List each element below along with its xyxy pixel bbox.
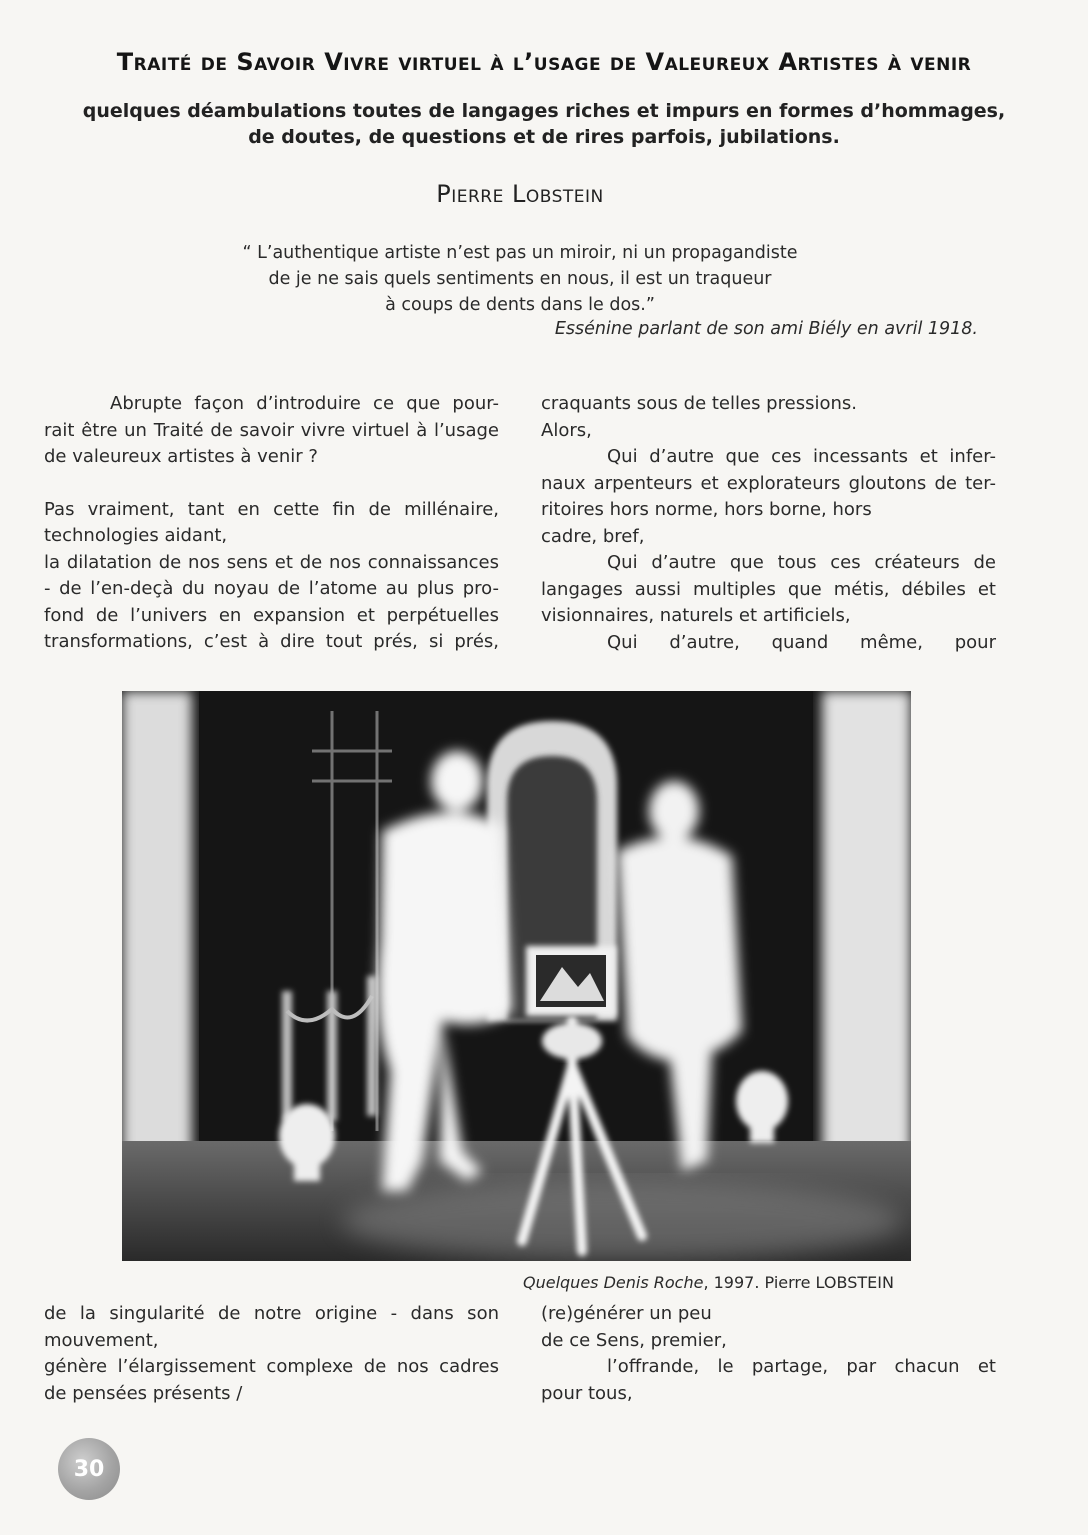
text-line: ritoires hors norme, hors borne, hors	[541, 499, 872, 520]
text-line: Qui d’autre, quand même, pour	[607, 631, 996, 653]
caption-title: Quelques Denis Roche	[523, 1273, 704, 1292]
text-line: visionnaires, naturels et artificiels,	[541, 605, 851, 626]
text-line: rait être un Traité de savoir vivre virtuel à l’usage	[44, 419, 499, 441]
text-line: pour tous,	[541, 1382, 633, 1404]
text-line: Pas vraiment, tant en cette fin de millénaire,	[44, 498, 499, 520]
right-column-bottom	[541, 1301, 996, 1407]
photograph	[122, 691, 911, 1261]
text-line: Qui d’autre que ces incessants et infer-	[607, 446, 996, 467]
text-line: naux arpenteurs et explorateurs gloutons de ter-	[541, 472, 996, 494]
caption-rest: , 1997. Pierre LOBSTEIN	[703, 1273, 894, 1292]
left-column-top	[44, 391, 499, 656]
author-name: Pierre Lobstein	[436, 180, 604, 208]
figure-caption	[523, 1273, 894, 1292]
article-subtitle	[40, 98, 1048, 150]
subtitle-line: quelques déambulations toutes de langages riches et impurs en formes d’hommages,	[82, 100, 1006, 122]
text-line: génère l’élargissement complexe de nos cadres	[44, 1356, 499, 1377]
epigraph-line: à coups de dents dans le dos.”	[385, 295, 655, 315]
epigraph-line: “ L’authentique artiste n’est pas un miroir, ni un propagandiste	[242, 243, 798, 263]
text-line: (re)générer un peu	[541, 1303, 712, 1324]
text-line: Abrupte façon d’introduire ce que pour-	[110, 393, 499, 414]
epigraph-line: de je ne sais quels sentiments en nous, il est un traqueur	[268, 269, 772, 289]
text-line: transformations, c’est à dire tout prés, si prés,	[44, 631, 499, 652]
text-line: mouvement,	[44, 1329, 159, 1351]
epigraph	[200, 240, 840, 318]
text-line: Alors,	[541, 419, 592, 441]
text-line: de la singularité de notre origine - dans son	[44, 1303, 499, 1324]
text-line: de valeureux artistes à venir ?	[44, 446, 318, 467]
epigraph-source: Essénine parlant de son ami Biély en avril 1918.	[554, 319, 978, 339]
text-line: de ce Sens, premier,	[541, 1329, 727, 1351]
article-title: Traité de Savoir Vivre virtuel à l’usage de Valeureux Artistes à venir	[116, 48, 972, 76]
text-line: craquants sous de telles pressions.	[541, 393, 857, 414]
text-line: la dilatation de nos sens et de nos connaissances	[44, 551, 499, 573]
right-column-top	[541, 391, 996, 656]
text-line: - de l’en-deçà du noyau de l’atome au plus pro-	[44, 578, 499, 599]
text-line: l’offrande, le partage, par chacun et	[607, 1356, 996, 1377]
subtitle-line: de doutes, de questions et de rires parfois, jubilations.	[248, 126, 840, 148]
page-number: 30	[58, 1438, 120, 1500]
text-line: Qui d’autre que tous ces créateurs de	[607, 552, 996, 573]
text-line: technologies aidant,	[44, 525, 228, 546]
text-line: langages aussi multiples que métis, débiles et	[541, 578, 996, 600]
text-line: fond de l’univers en expansion et perpétuelles	[44, 604, 499, 626]
left-column-bottom	[44, 1301, 499, 1407]
text-line: de pensées présents /	[44, 1382, 243, 1404]
text-line: cadre, bref,	[541, 525, 645, 547]
